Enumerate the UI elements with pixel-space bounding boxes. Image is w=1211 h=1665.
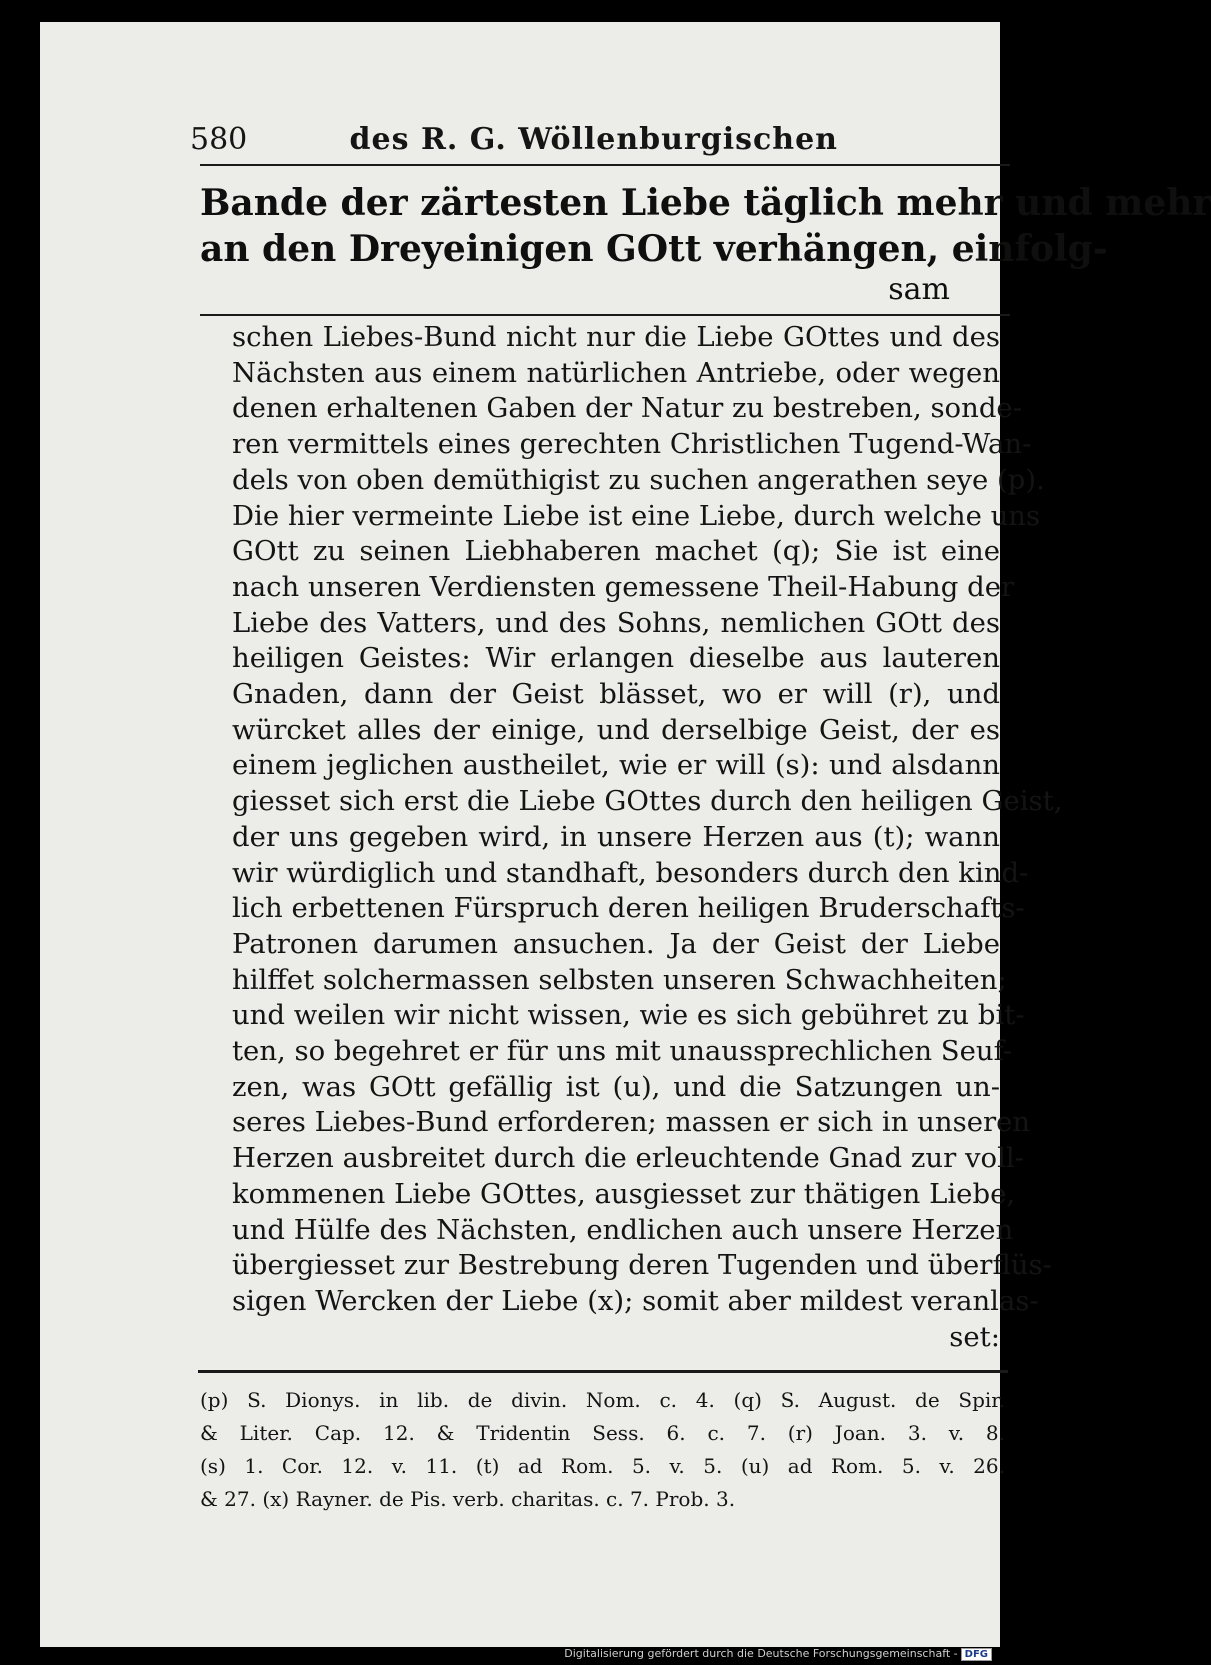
body-line: und weilen wir nicht wissen, wie es sich gebühret zu bit- <box>232 999 1025 1032</box>
body-line: Gnaden, dann der Geist blässet, wo er will (r), und <box>232 678 1000 711</box>
catchline-block <box>200 180 1211 308</box>
running-head: des R. G. Wöllenburgischen <box>349 122 838 157</box>
body-line: sigen Wercken der Liebe (x); somit aber mildest veranlas- <box>232 1284 1039 1317</box>
body-line: Patronen darumen ansuchen. Ja der Geist der Liebe <box>232 927 1000 960</box>
body-line: der uns gegeben wird, in unsere Herzen aus (t); wann <box>232 820 1000 853</box>
footnote-rule <box>198 1370 1008 1373</box>
body-line: lich erbettenen Fürspruch deren heiligen Bruderschafts- <box>232 892 1025 925</box>
body-text <box>232 320 1063 1355</box>
catchline-line-1: Bande der zärtesten Liebe täglich mehr und mehr <box>200 182 1211 224</box>
digitization-credit <box>564 1647 992 1661</box>
body-line: set: <box>949 1320 1000 1353</box>
body-line: dels von oben demüthigist zu suchen angerathen seye (p). <box>232 463 1045 496</box>
body-line: ren vermittels eines gerechten Christlichen Tugend-Wan- <box>232 428 1032 461</box>
footnote-line: & Liter. Cap. 12. & Tridentin Sess. 6. c. 7. (r) Joan. 3. v. 8. <box>200 1421 1005 1445</box>
body-line: hilffet solchermassen selbsten unseren Schwachheiten; <box>232 963 1007 996</box>
body-line: seres Liebes-Bund erforderen; massen er sich in unseren <box>232 1106 1031 1139</box>
body-line: Nächsten aus einem natürlichen Antriebe, oder wegen <box>232 356 1000 389</box>
body-line: heiligen Geistes: Wir erlangen dieselbe aus lauteren <box>232 642 1000 675</box>
header-rule <box>200 164 1010 166</box>
body-line: wir würdiglich und standhaft, besonders durch den kind- <box>232 856 1029 889</box>
body-line: zen, was GOtt gefällig ist (u), und die Satzungen un- <box>232 1070 1000 1103</box>
footnote-line: (s) 1. Cor. 12. v. 11. (t) ad Rom. 5. v. 5. (u) ad Rom. 5. v. 26. <box>200 1454 1005 1478</box>
body-line: kommenen Liebe GOttes, ausgiesset zur thätigen Liebe, <box>232 1177 1016 1210</box>
footnote-line: & 27. (x) Rayner. de Pis. verb. charitas. c. 7. Prob. 3. <box>200 1487 736 1511</box>
footnote-line: (p) S. Dionys. in lib. de divin. Nom. c. 4. (q) S. August. de Spir. <box>200 1388 1005 1412</box>
body-line: würcket alles der einige, und derselbige Geist, der es <box>232 713 1000 746</box>
book-page <box>40 22 1211 1647</box>
body-line: Liebe des Vatters, und des Sohns, nemlichen GOtt des <box>232 606 1000 639</box>
credit-text: Digitalisierung gefördert durch die Deutsche Forschungsgemeinschaft - <box>564 1647 958 1660</box>
body-line: Herzen ausbreitet durch die erleuchtende Gnad zur voll- <box>232 1142 1024 1175</box>
body-line: giesset sich erst die Liebe GOttes durch den heiligen Geist, <box>232 785 1063 818</box>
footnotes <box>200 1384 1005 1516</box>
catchline-rule <box>200 314 1010 316</box>
body-line: ten, so begehret er für uns mit unaussprechlichen Seuf- <box>232 1035 1013 1068</box>
body-line: GOtt zu seinen Liebhaberen machet (q); Sie ist eine <box>232 535 1000 568</box>
body-line: einem jeglichen austheilet, wie er will (s): und alsdann <box>232 749 1000 782</box>
catchword: sam <box>888 272 950 307</box>
body-line: Die hier vermeinte Liebe ist eine Liebe, durch welche uns <box>232 499 1041 532</box>
body-line: übergiesset zur Bestrebung deren Tugenden und überflüs- <box>232 1249 1052 1282</box>
catchline-line-2: an den Dreyeinigen GOtt verhängen, einfolg- <box>200 228 1108 270</box>
dfg-logo: DFG <box>961 1648 992 1661</box>
body-line: denen erhaltenen Gaben der Natur zu bestreben, sonde- <box>232 392 1022 425</box>
page-header <box>190 122 1010 157</box>
body-line: nach unseren Verdiensten gemessene Theil-Habung der <box>232 570 1015 603</box>
body-line: schen Liebes-Bund nicht nur die Liebe GOttes und des <box>232 321 1000 353</box>
page-number: 580 <box>190 122 248 157</box>
body-line: und Hülfe des Nächsten, endlichen auch unsere Herzen <box>232 1213 1014 1246</box>
